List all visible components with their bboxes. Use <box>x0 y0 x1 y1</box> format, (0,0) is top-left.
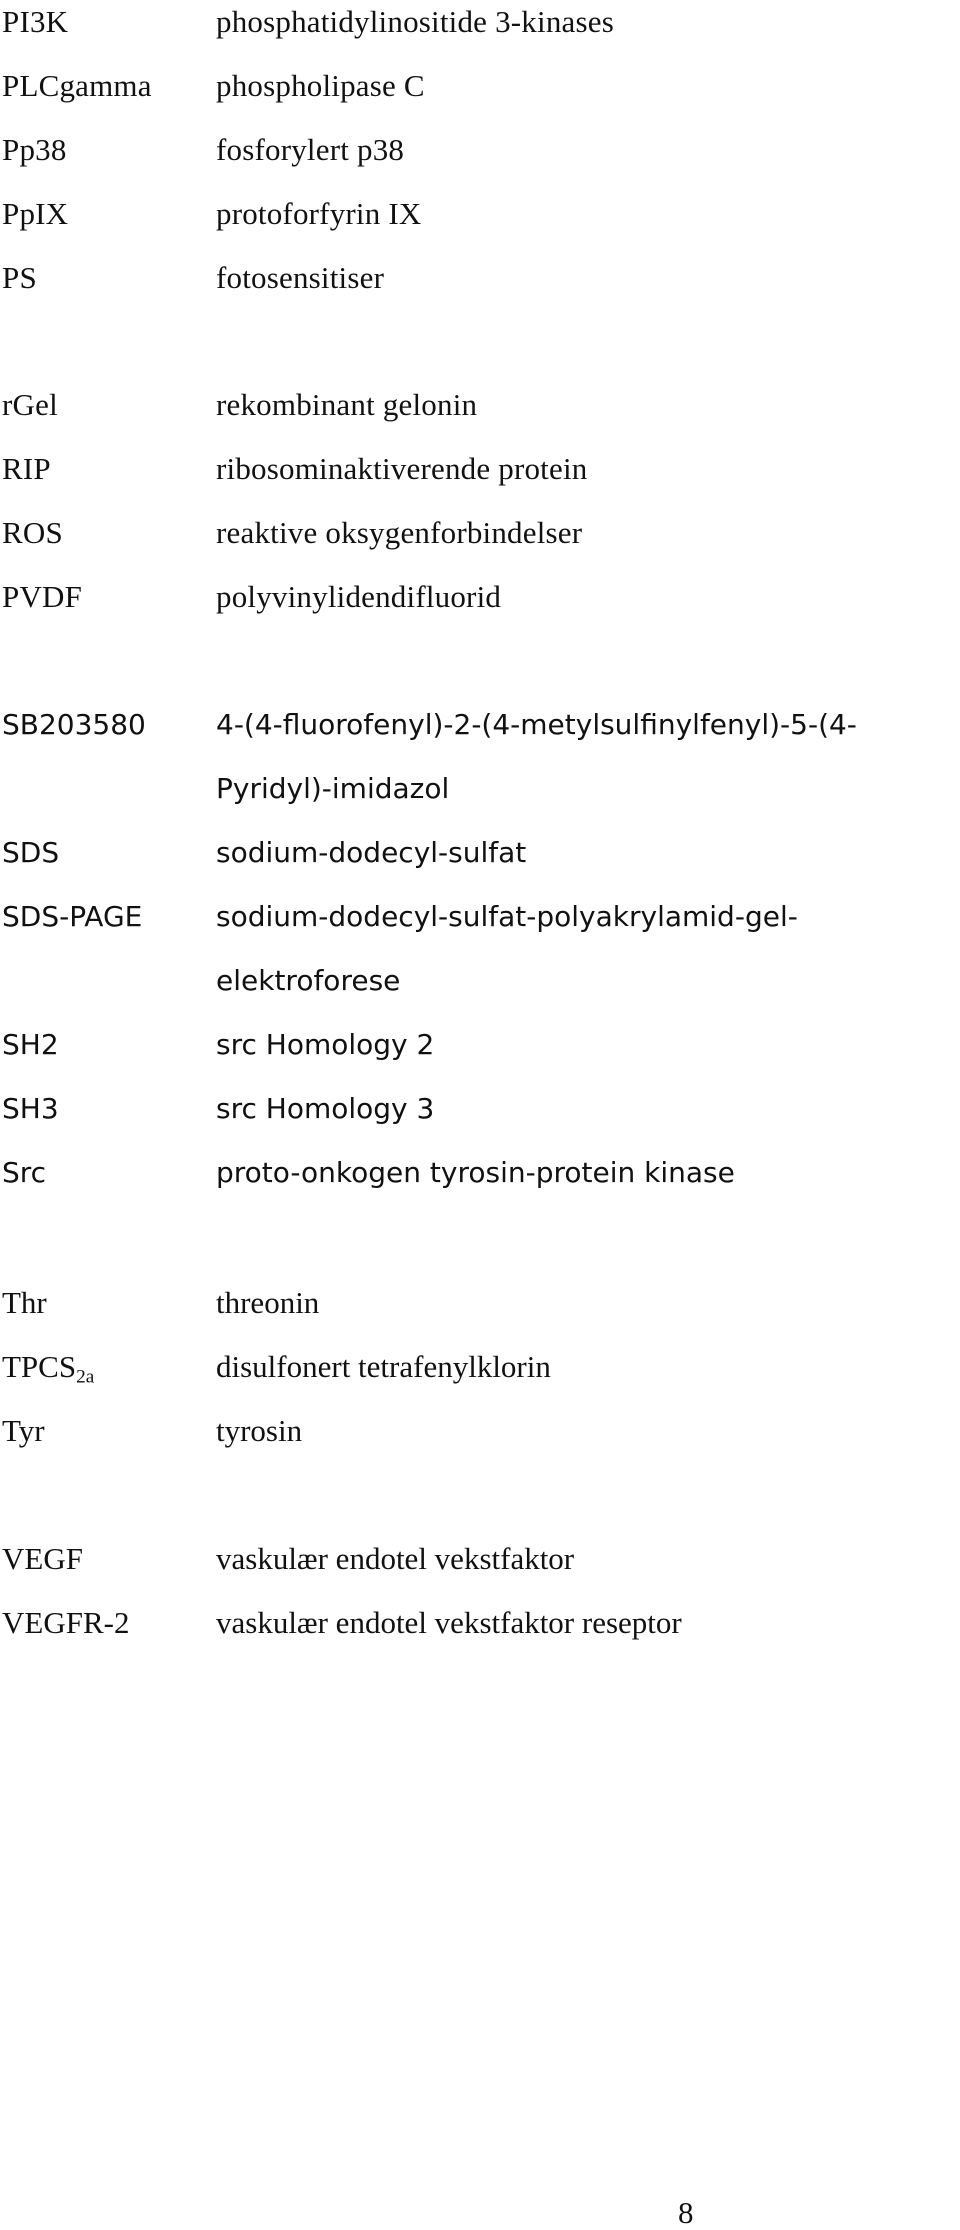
page-number: 8 <box>678 2195 694 2230</box>
abbreviation: PS <box>2 260 37 295</box>
abbreviation: VEGF <box>2 1541 83 1576</box>
list-item <box>0 1345 960 1409</box>
abbreviation: PVDF <box>2 579 83 614</box>
list-item <box>0 703 960 767</box>
list-item-continuation <box>0 959 960 1023</box>
definition: fotosensitiser <box>216 260 385 295</box>
list-item <box>0 1281 960 1345</box>
definition: threonin <box>216 1285 320 1320</box>
abbreviation: Tyr <box>2 1413 45 1448</box>
list-item <box>0 1601 960 1665</box>
list-item <box>0 256 960 320</box>
abbreviation: RIP <box>2 451 51 486</box>
abbreviation: SDS <box>2 836 60 869</box>
definition: src Homology 2 <box>216 1028 435 1061</box>
abbreviation <box>2 1345 94 1399</box>
definition: phospholipase C <box>216 68 425 103</box>
abbreviation: PI3K <box>2 4 69 39</box>
list-item <box>0 0 960 64</box>
list-item <box>0 1151 960 1215</box>
list-item-continuation <box>0 767 960 831</box>
definition: sodium-dodecyl-sulfat-polyakrylamid-gel- <box>216 900 798 933</box>
list-item <box>0 447 960 511</box>
list-item <box>0 511 960 575</box>
list-item <box>0 895 960 959</box>
list-item <box>0 831 960 895</box>
definition: 4-(4-fluorofenyl)-2-(4-metylsulfinylfenyl)-5-(4- <box>216 708 857 741</box>
definition: protoforfyrin IX <box>216 196 422 231</box>
abbreviation-base: TPCS <box>2 1349 77 1384</box>
abbreviation: PpIX <box>2 196 69 231</box>
abbreviation: Src <box>2 1156 47 1189</box>
list-item <box>0 1537 960 1601</box>
list-item <box>0 1023 960 1087</box>
list-item <box>0 128 960 192</box>
abbreviation: ROS <box>2 515 63 550</box>
abbreviation: Pp38 <box>2 132 67 167</box>
definition: sodium-dodecyl-sulfat <box>216 836 527 869</box>
abbreviation: SDS-PAGE <box>2 900 143 933</box>
list-item <box>0 1409 960 1473</box>
abbreviation: SH3 <box>2 1092 59 1125</box>
abbreviation: Thr <box>2 1285 47 1320</box>
definition: tyrosin <box>216 1413 303 1448</box>
definition: rekombinant gelonin <box>216 387 478 422</box>
abbreviation: VEGFR-2 <box>2 1605 130 1640</box>
definition-continuation: Pyridyl)-imidazol <box>216 772 450 805</box>
definition: polyvinylidendifluorid <box>216 579 502 614</box>
definition: src Homology 3 <box>216 1092 435 1125</box>
list-item <box>0 64 960 128</box>
definition: vaskulær endotel vekstfaktor reseptor <box>216 1605 682 1640</box>
abbreviation: SH2 <box>2 1028 59 1061</box>
list-item <box>0 383 960 447</box>
definition: disulfonert tetrafenylklorin <box>216 1349 551 1384</box>
list-item <box>0 1087 960 1151</box>
abbreviation: rGel <box>2 387 58 422</box>
abbreviation: SB203580 <box>2 708 146 741</box>
definition: fosforylert p38 <box>216 132 405 167</box>
definition: phosphatidylinositide 3-kinases <box>216 4 614 39</box>
definition: reaktive oksygenforbindelser <box>216 515 583 550</box>
definition: ribosominaktiverende protein <box>216 451 588 486</box>
definition: proto-onkogen tyrosin-protein kinase <box>216 1156 735 1189</box>
abbreviation: PLCgamma <box>2 68 152 103</box>
definition: vaskulær endotel vekstfaktor <box>216 1541 575 1576</box>
list-item <box>0 575 960 639</box>
definition-continuation: elektroforese <box>216 964 401 997</box>
list-item <box>0 192 960 256</box>
abbreviation-subscript: 2a <box>76 1366 95 1388</box>
